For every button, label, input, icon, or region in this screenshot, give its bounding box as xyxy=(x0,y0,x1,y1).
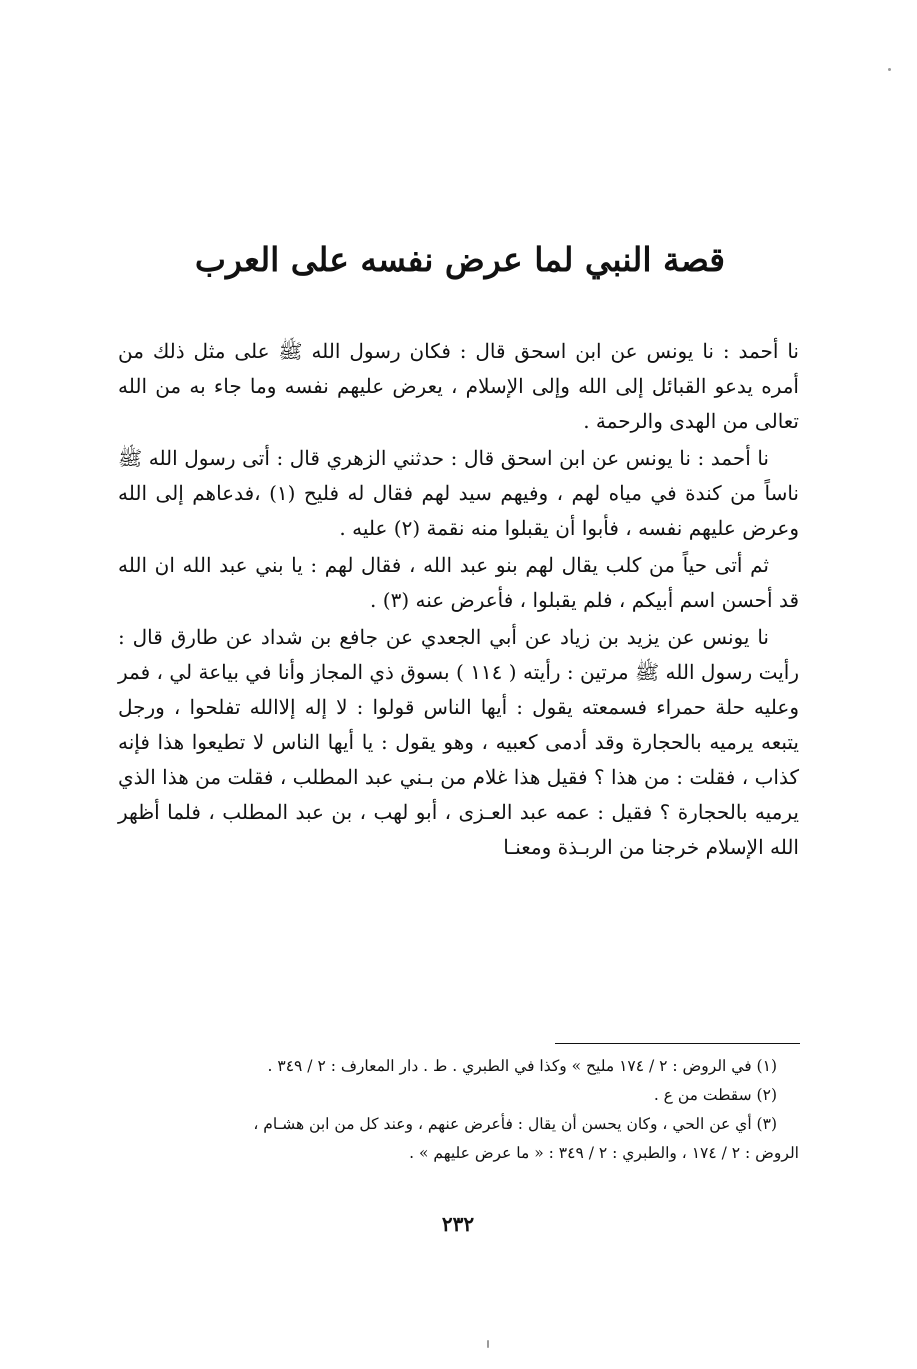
footnotes xyxy=(118,1052,799,1168)
footnote-continuation: الروض : ٢ / ١٧٤ ، والطبري : ٢ / ٣٤٩ : « ما عرض عليهم » . xyxy=(409,1144,799,1162)
footnote-separator xyxy=(555,1043,800,1044)
scan-speck xyxy=(487,1340,489,1348)
footnote: (٢) سقطت من ع . xyxy=(653,1086,777,1104)
main-text xyxy=(118,334,799,865)
paragraph: نا أحمد : نا يونس عن ابن اسحق قال : حدثني الزهري قال : أتى رسول الله ﷺ ناساً من كندة في مياه لهم ، وفيهم سيد لهم فقال له فليح (١) ،فدعاهم إلى الله وعرض عليهم نفسه ، فأبوا أن يقبلوا منه نقمة (٢) عليه . xyxy=(118,446,799,540)
footnote: (٣) أي عن الحي ، وكان يحسن أن يقال : فأعرض عنهم ، وعند كل من ابن هشـام ، xyxy=(253,1115,777,1133)
paragraph: نا يونس عن يزيد بن زياد عن أبي الجعدي عن جافع بن شداد عن طارق قال : رأيت رسول الله ﷺ مرتين : رأيته ( ١١٤ ) بسوق ذي المجاز وأنا في بياعة لي ، فمر وعليه حلة حمراء فسمعته يقول : أيها الناس قولوا : لا إله إلاالله تفلحوا ، ورجل يتبعه يرميه بالحجارة وقد أدمى كعبيه ، وهو يقول : يا أيها الناس لا تطيعوا هذا فإنه كذاب ، فقلت : من هذا ؟ فقيل هذا غلام من بـني عبد المطلب ، فقلت من هذا الذي يرميه بالحجارة ؟ فقيل : عمه عبد العـزى ، أبو لهب ، بن عبد المطلب ، فلما أظهر الله الإسلام خرجنا من الربـذة ومعنـا xyxy=(118,625,800,859)
footnote: (١) في الروض : ٢ / ١٧٤ مليح » وكذا في الطبري . ط . دار المعارف : ٢ / ٣٤٩ . xyxy=(267,1057,777,1075)
paragraph: نا أحمد : نا يونس عن ابن اسحق قال : فكان رسول الله ﷺ على مثل ذلك من أمره يدعو القبائل إلى الله وإلى الإسلام ، يعرض عليهم نفسه وما جاء به من الله تعالى من الهدى والرحمة . xyxy=(118,339,799,433)
paragraph: ثم أتى حياً من كلب يقال لهم بنو عبد الله ، فقال لهم : يا بني عبد الله ان الله قد أحسن اسم أبيكم ، فلم يقبلوا ، فأعرض عنه (٣) . xyxy=(118,553,799,612)
page-number: ٢٣٢ xyxy=(441,1212,475,1236)
scan-speck xyxy=(888,68,891,71)
chapter-title: قصة النبي لما عرض نفسه على العرب xyxy=(194,240,726,279)
